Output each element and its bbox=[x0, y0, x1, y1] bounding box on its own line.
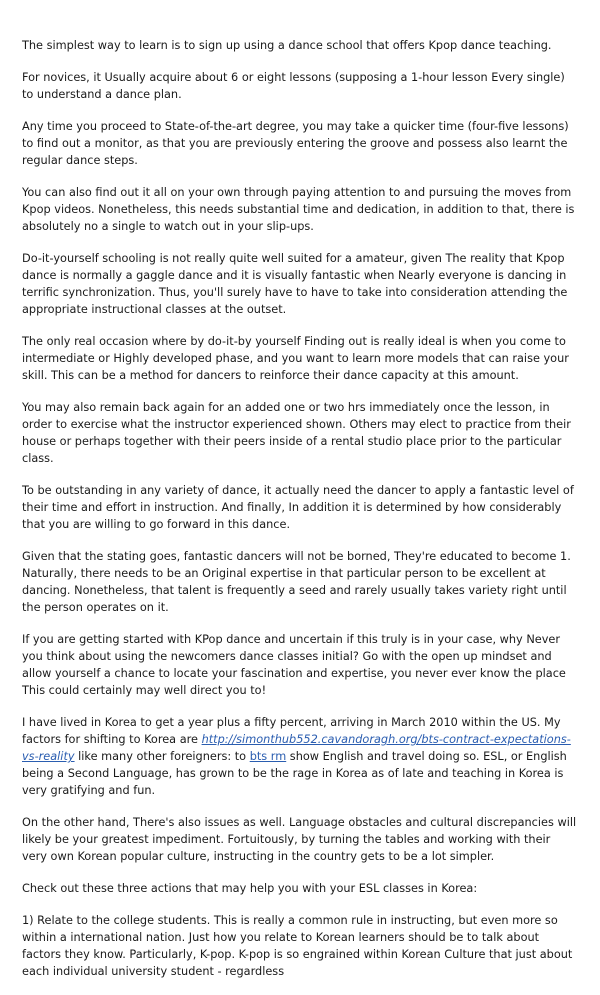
korea-text-part-1: I have lived in Korea to get a year plus a fifty percent, arriving in March 2010 within the US. My factors for shifting to Korea are bbox=[22, 716, 561, 746]
paragraph-2: For novices, it Usually acquire about 6 or eight lessons (supposing a 1-hour lesson Every single) to understand a dance plan. bbox=[22, 71, 565, 101]
paragraph-10: If you are getting started with KPop dance and uncertain if this truly is in your case, why Never you think about using the newcomers dance classes initial? Go with the open up mindset and allow yourself a chance to locate your fascination and expertise, you never ever know the place This could certainly may well direct you to! bbox=[22, 633, 566, 697]
article-body bbox=[22, 37, 578, 995]
paragraph-14: 1) Relate to the college students. This is really a common rule in instructing, but even more so within a international nation. Just how you relate to Korean learners should be to talk about factors they know. Particularly, K-pop. K-pop is so engrained within Korean Culture that just about each individual university student - regardless bbox=[22, 914, 573, 978]
paragraph-5: Do-it-yourself schooling is not really quite well suited for a amateur, given The reality that Kpop dance is normally a gaggle dance and it is visually fantastic when Nearly everyone is dancing in terrific synchronization. Thus, you'll surely have to have to take into consideration attending the appropriate instructional classes at the outset. bbox=[22, 252, 568, 316]
paragraph-8: To be outstanding in any variety of dance, it actually need the dancer to apply a fantastic level of their time and effort in instruction. And finally, In addition it is determined by how considerably that you are willing to go forward in this dance. bbox=[22, 484, 574, 531]
paragraph-12: On the other hand, There's also issues as well. Language obstacles and cultural discrepancies will likely be your greatest impediment. Fortuitously, by turning the tables and working with their very own Korean popular culture, instructing in the country gets to be a lot simpler. bbox=[22, 816, 577, 863]
korea-text-part-3: show English and travel doing so. ESL, or English being a Second Language, has grown to be the rage in Korea as of late and teaching in Korea is very gratifying and fun. bbox=[22, 750, 567, 797]
paragraph-4: You can also find out it all on your own through paying attention to and pursuing the moves from Kpop videos. Nonetheless, this needs substantial time and dedication, in addition to that, there is absolutely no a single to watch out in your slip-ups. bbox=[22, 186, 575, 233]
korea-text-part-2: like many other foreigners: to bbox=[74, 750, 250, 763]
paragraph-1: The simplest way to learn is to sign up using a dance school that offers Kpop dance teaching. bbox=[22, 39, 552, 52]
bts-rm-link[interactable]: bts rm bbox=[249, 750, 287, 763]
bts-contract-link[interactable]: http://simonthub552.cavandoragh.org/bts-contract-expectations-vs-reality bbox=[22, 733, 571, 763]
paragraph-7: You may also remain back again for an added one or two hrs immediately once the lesson, in order to exercise what the instructor experienced shown. Others may elect to practice from their house or perhaps together with their peers inside of a rental studio place prior to the particular class. bbox=[22, 401, 571, 465]
paragraph-korea-links bbox=[22, 714, 578, 799]
paragraph-3: Any time you proceed to State-of-the-art degree, you may take a quicker time (four-five lessons) to find out a monitor, as that you are previously entering the groove and possess also learnt the regular dance steps. bbox=[22, 120, 569, 167]
paragraph-6: The only real occasion where by do-it-by yourself Finding out is really ideal is when you come to intermediate or Highly developed phase, and you want to learn more models that can raise your skill. This can be a method for dancers to reinforce their dance capacity at this amount. bbox=[22, 335, 569, 382]
paragraph-9: Given that the stating goes, fantastic dancers will not be borned, They're educated to become 1. Naturally, there needs to be an Original expertise in that particular person to be excellent at dancing. Nonetheless, that talent is frequently a seed and rarely usually takes variety right until the person operates on it. bbox=[22, 550, 571, 614]
paragraph-13: Check out these three actions that may help you with your ESL classes in Korea: bbox=[22, 882, 478, 895]
